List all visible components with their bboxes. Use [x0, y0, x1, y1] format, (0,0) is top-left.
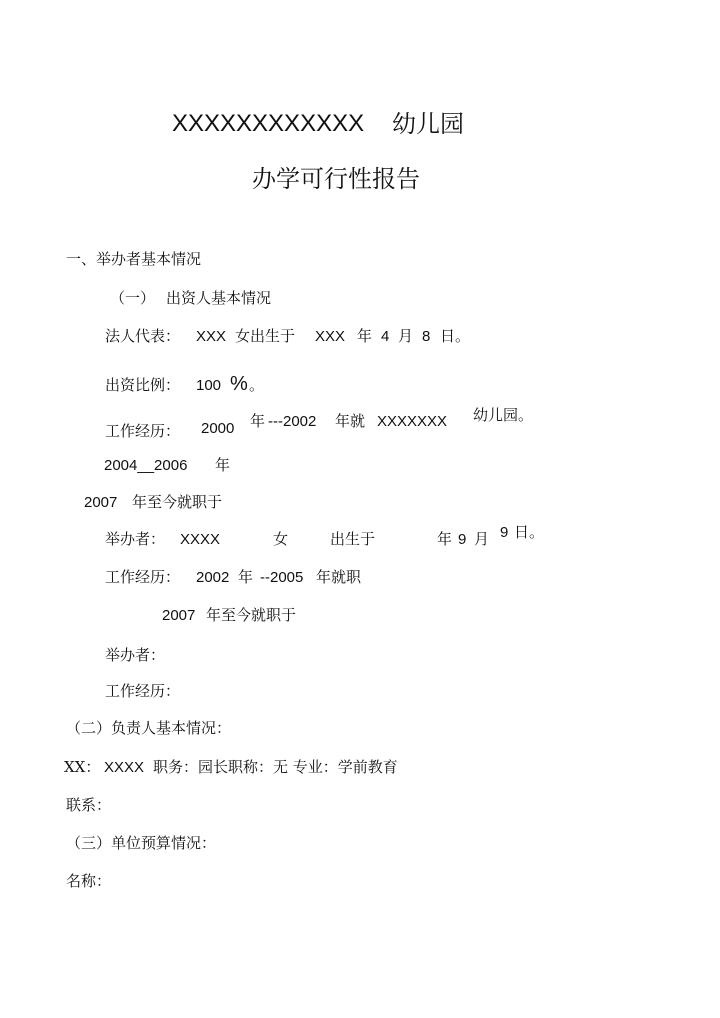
subsection-title: 出资人基本情况 [166, 289, 272, 307]
work1-org: XXXXXXX [377, 413, 448, 430]
birth-month: 4 [381, 328, 390, 345]
organizer-born: 出生于 [330, 530, 376, 548]
organizer-day-char: 日。 [514, 523, 545, 541]
organizer-work1-char2: 年就职 [316, 568, 362, 586]
birth-year: XXX [315, 328, 346, 345]
unit-name-label: 名称： [66, 872, 112, 890]
ratio-unit: % [230, 373, 248, 395]
work1-at: 年就 [335, 412, 366, 430]
title-name: XXXXXXXXXXXX [172, 110, 365, 137]
month-char: 月 [398, 327, 414, 345]
work3-text: 年至今就职于 [132, 493, 223, 511]
organizer-month-char: 月 [474, 530, 490, 548]
organizer-day: 9 [500, 524, 509, 541]
organizer-work2-text: 年至今就职于 [206, 606, 297, 624]
organizer-month: 9 [458, 531, 467, 548]
ratio-value: 100 [196, 377, 222, 394]
title-suffix: 幼儿园 [392, 110, 464, 138]
work2-year-char: 年 [215, 456, 231, 474]
birth-day: 8 [422, 328, 431, 345]
organizer-gender: 女 [273, 530, 289, 548]
legal-rep-label: 法人代表： [105, 327, 181, 345]
subtitle: 办学可行性报告 [252, 165, 420, 193]
organizer-work1-start: 2002 [196, 569, 230, 586]
day-char: 日。 [440, 327, 471, 345]
organizer-year-char: 年 [437, 530, 453, 548]
subsection-2-heading: （二）负责人基本情况： [66, 719, 232, 737]
subsection-3-heading: （三）单位预算情况： [66, 834, 217, 852]
work3-year: 2007 [84, 494, 118, 511]
organizer-name: XXXX [180, 531, 221, 548]
work-label: 工作经历： [105, 422, 181, 440]
contact-label: 联系： [66, 796, 112, 814]
responsible-prefix: XX： [64, 758, 101, 776]
ratio-label: 出资比例： [105, 376, 181, 394]
work1-year-start: 2000 [201, 420, 235, 437]
organizer-work-label: 工作经历： [105, 568, 181, 586]
ratio-end: 。 [249, 376, 265, 394]
legal-rep-name: XXX [196, 328, 227, 345]
work1-year-char: 年 [250, 412, 266, 430]
subsection-number: （一） [110, 289, 156, 307]
organizer-label: 举办者： [105, 530, 166, 548]
year-char: 年 [357, 327, 373, 345]
work1-year-end: ---2002 [268, 413, 317, 430]
organizer2-work-label: 工作经历： [105, 682, 181, 700]
organizer-work2-year: 2007 [162, 607, 196, 624]
organizer-work1-end: --2005 [260, 569, 304, 586]
work2-years: 2004__2006 [104, 457, 188, 474]
organizer-work1-char1: 年 [238, 568, 254, 586]
organizer2-label: 举办者： [105, 646, 166, 664]
work1-org-suffix: 幼儿园。 [473, 406, 534, 424]
responsible-detail: 职务：园长职称：无 专业：学前教育 [153, 758, 398, 776]
legal-rep-born: 女出生于 [235, 327, 296, 345]
responsible-name: XXXX [104, 759, 145, 776]
section-heading: 一、举办者基本情况 [66, 250, 202, 268]
